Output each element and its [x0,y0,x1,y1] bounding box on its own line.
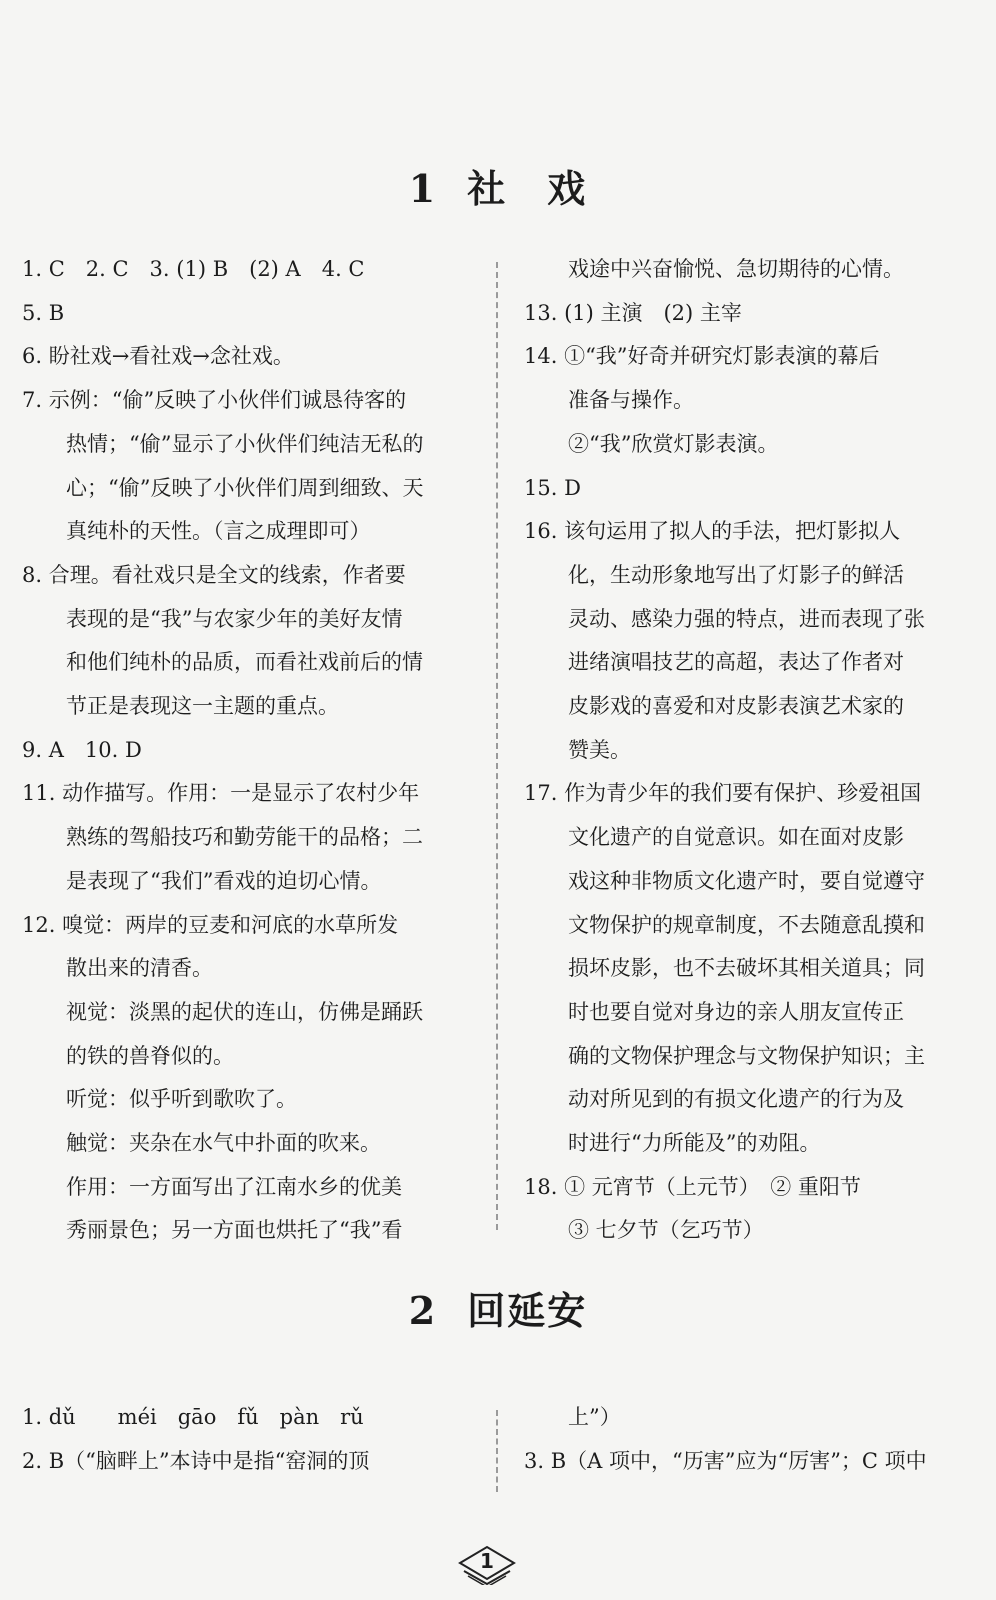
answer-line: 时也要自觉对身边的亲人朋友宣传正 [568,999,904,1024]
section-2-title [0,1280,996,1335]
answer-line: 5. B [22,300,65,325]
answer-line: ③ 七夕节（乞巧节） [568,1218,764,1243]
answer-line: 热情；“偷”显示了小伙伴们纯洁无私的 [66,431,424,456]
answer-line: 散出来的清香。 [66,956,213,981]
answer-line: 7. 示例：“偷”反映了小伙伴们诚恳待客的 [22,388,407,413]
answer-line: 和他们纯朴的品质，而看社戏前后的情 [66,650,423,675]
section-name: 社 戏 [467,166,588,211]
answer-line: 3. B（A 项中，“历害”应为“厉害”；C 项中 [524,1448,927,1473]
answer-line: 15. D [524,475,581,500]
column-divider [496,262,498,1230]
answer-line: 熟练的驾船技巧和勤劳能干的品格；二 [66,825,423,850]
section-1-left-column [22,248,462,1253]
answer-line: 戏途中兴奋愉悦、急切期待的心情。 [568,257,904,281]
answer-line: 18. ① 元宵节（上元节） ② 重阳节 [524,1174,861,1199]
answer-line: 文化遗产的自觉意识。如在面对皮影 [568,825,904,850]
answer-line: 11. 动作描写。作用：一是显示了农村少年 [22,781,420,806]
answer-line: 13. (1) 主演 (2) 主宰 [524,300,742,325]
answer-line: 17. 作为青少年的我们要有保护、珍爱祖国 [524,781,922,806]
answer-line: 8. 合理。看社戏只是全文的线索，作者要 [22,562,406,587]
answer-line: 秀丽景色；另一方面也烘托了“我”看 [66,1218,403,1243]
answer-line: 16. 该句运用了拟人的手法，把灯影拟人 [524,519,901,544]
answer-line: 视觉：淡黑的起伏的连山，仿佛是踊跃 [66,999,423,1024]
answer-line: 触觉：夹杂在水气中扑面的吹来。 [66,1131,381,1156]
section-2-right-column [524,1396,974,1483]
answer-line: 表现的是“我”与农家少年的美好友情 [66,606,403,631]
answer-line: 动对所见到的有损文化遗产的行为及 [568,1087,904,1112]
section-2-left-column [22,1396,462,1483]
answer-line: 损坏皮影，也不去破坏其相关道具；同 [568,956,925,981]
section-1-title [0,158,996,213]
answer-line: 进绪演唱技艺的高超，表达了作者对 [568,650,904,675]
page-number-badge [458,1545,516,1585]
answer-line: 1. C 2. C 3. (1) B (2) A 4. C [22,257,365,281]
answer-line: 14. ①“我”好奇并研究灯影表演的幕后 [524,344,880,369]
answer-line: 时进行“力所能及”的劝阻。 [568,1131,821,1156]
answer-line: 皮影戏的喜爱和对皮影表演艺术家的 [568,694,904,719]
answer-line: 6. 盼社戏→看社戏→念社戏。 [22,344,294,369]
section-number: 1 [408,166,438,211]
answer-line: 2. B（“脑畔上”本诗中是指“窑洞的顶 [22,1448,370,1473]
answer-line: 听觉：似乎听到歌吹了。 [66,1087,297,1112]
section-name: 回延安 [467,1288,588,1333]
section-number: 2 [408,1288,438,1333]
answer-line: 真纯朴的天性。（言之成理即可） [66,519,371,544]
answer-line: 心；“偷”反映了小伙伴们周到细致、天 [66,475,424,500]
answer-line: 化，生动形象地写出了灯影子的鲜活 [568,562,904,587]
answer-line: 准备与操作。 [568,388,694,413]
page-number: 1 [480,1549,494,1573]
answer-line: 文物保护的规章制度，不去随意乱摸和 [568,912,925,937]
column-divider [496,1410,498,1492]
answer-line: 确的文物保护理念与文物保护知识；主 [568,1043,925,1068]
answer-line: ②“我”欣赏灯影表演。 [568,431,779,456]
answer-line: 12. 嗅觉：两岸的豆麦和河底的水草所发 [22,912,399,937]
answer-line: 上”） [568,1405,621,1429]
answer-line: 灵动、感染力强的特点，进而表现了张 [568,606,925,631]
answer-line: 9. A 10. D [22,737,142,762]
answer-line: 1. dǔ méi gāo fǔ pàn rǔ [22,1405,364,1429]
answer-line: 节正是表现这一主题的重点。 [66,694,339,719]
answer-line: 赞美。 [568,737,631,762]
answer-line: 戏这种非物质文化遗产时，要自觉遵守 [568,868,925,893]
section-1-right-column [524,248,974,1253]
answer-line: 的铁的兽脊似的。 [66,1043,234,1068]
answer-line: 作用：一方面写出了江南水乡的优美 [66,1174,402,1199]
answer-line: 是表现了“我们”看戏的迫切心情。 [66,868,382,893]
